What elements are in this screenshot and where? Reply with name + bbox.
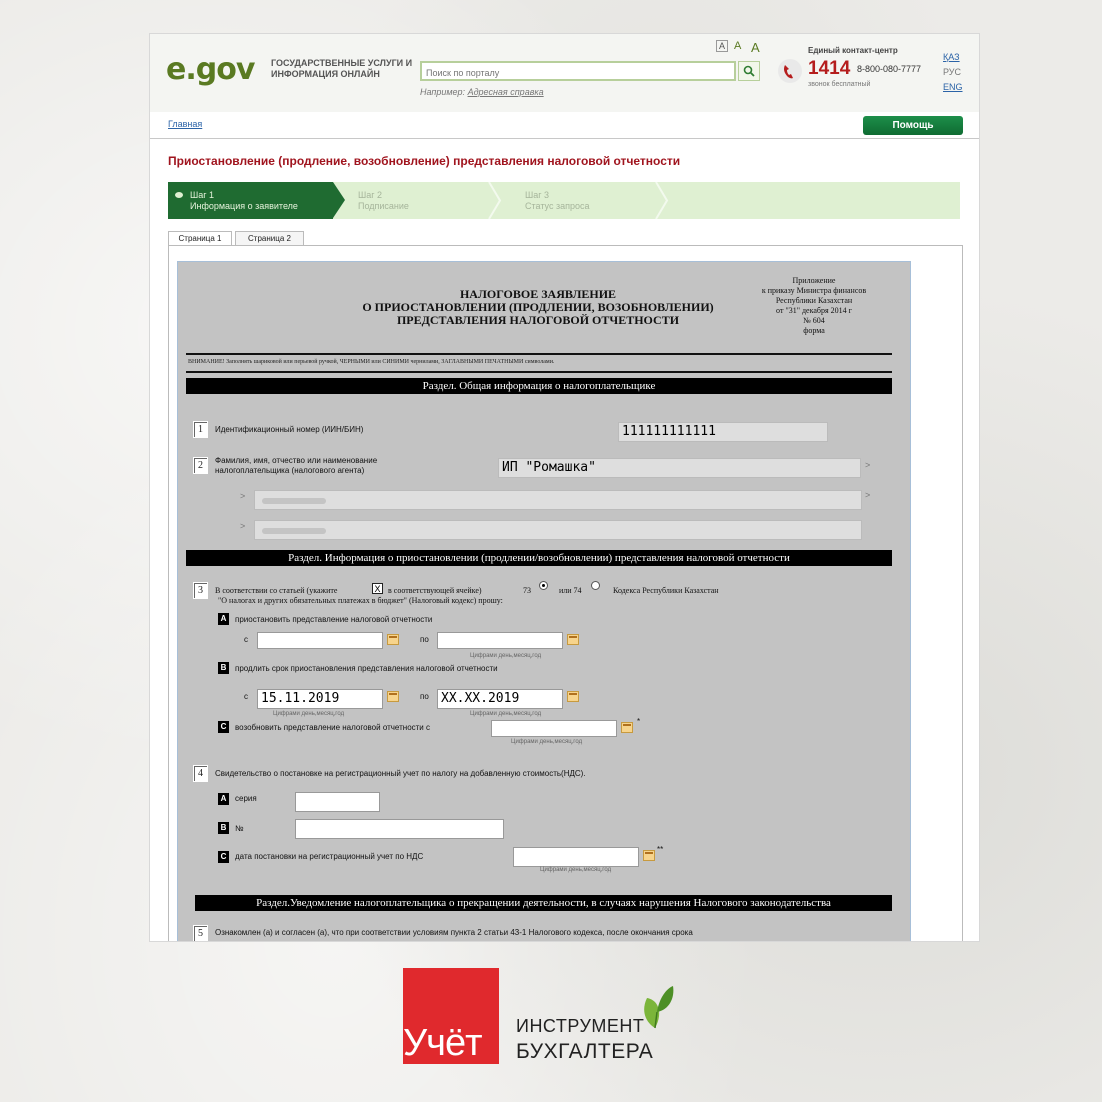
option-c-label: возобновить представление налоговой отчетности с [235,723,430,732]
font-size-small-button[interactable]: A [716,40,728,52]
calendar-icon[interactable] [621,722,633,733]
search-icon [743,65,755,77]
tab-page-2[interactable]: Страница 2 [235,231,304,246]
lang-rus[interactable]: РУС [943,67,962,77]
nav-bar [150,114,979,139]
lang-kaz[interactable]: ҚАЗ [943,52,960,62]
search-input[interactable] [422,65,720,81]
vat-series-field[interactable] [295,792,380,812]
article-text-2: в соответствующей ячейке) [388,586,482,595]
calendar-icon[interactable] [387,634,399,645]
section-general-info: Раздел. Общая информация о налогоплательщике [186,378,892,394]
from-label: с [244,635,248,644]
form-title: НАЛОГОВОЕ ЗАЯВЛЕНИЕ О ПРИОСТАНОВЛЕНИИ (ПРОДЛЕНИИ, ВОЗОБНОВЛЕНИИ) ПРЕДСТАВЛЕНИЯ НАЛОГОВОЙ ОТЧЕТНОСТИ [362,287,714,327]
step-arrow [333,182,345,218]
question-number: 5 [193,925,208,942]
contact-center-number: 1414 [808,58,851,79]
vat-date-field[interactable] [513,847,639,867]
vat-number-label: № [235,824,244,833]
code-label: Кодекса Республики Казахстан [613,586,719,595]
leaf-icon [637,982,675,1032]
required-mark: * [637,717,641,726]
vat-date-label: дата постановки на регистрационный учет по НДС [235,852,424,861]
extend-to-field[interactable]: XX.XX.2019 [437,689,563,709]
step-3[interactable]: Шаг 3 Статус запроса [525,190,590,211]
date-hint: Цифрами день,месяц,год [540,867,612,873]
question-number: 4 [193,765,208,782]
date-hint: Цифрами день,месяц,год [470,711,542,717]
logo-subtitle: ГОСУДАРСТВЕННЫЕ УСЛУГИ И ИНФОРМАЦИЯ ОНЛАЙН [271,58,413,79]
chevron-right-icon: > [240,491,246,501]
site-header [150,34,979,112]
blurred-text [262,498,326,504]
date-hint: Цифрами день,месяц,год [470,653,542,659]
section-suspension-info: Раздел. Информация о приостановлении (продлении/возобновлении) представления налоговой отчетности [186,550,892,566]
search-box [420,61,736,81]
form-warning: ВНИМАНИЕ! Заполнять шариковой или перьевой ручкой, ЧЕРНЫМИ или СИНИМИ чернилами, ЗАГЛАВНЫМИ ПЕЧАТНЫМИ символами. [188,359,555,365]
tab-page-1[interactable]: Страница 1 [168,231,232,247]
chevron-right-icon: > [865,490,871,500]
date-hint: Цифрами день,месяц,год [273,711,345,717]
article-73-label: 73 [523,586,531,595]
resume-from-field[interactable] [491,720,617,737]
example-link[interactable]: Адресная справка [467,87,544,97]
calendar-icon[interactable] [567,691,579,702]
article-text-1: В соответствии со статьей (укажите [215,586,338,595]
date-hint: Цифрами день,месяц,год [511,739,583,745]
question-number: 3 [193,582,208,599]
phone-icon [777,58,803,84]
required-mark: ** [657,845,664,854]
egov-logo[interactable]: e.gov [166,52,255,87]
option-a-letter: A [218,613,229,625]
contact-free-note: звонок бесплатный [808,81,871,88]
help-button[interactable]: Помощь [863,116,963,135]
option-b-label: продлить срок приостановления представления налоговой отчетности [235,664,498,673]
step-divider [488,182,502,219]
from-label: с [244,692,248,701]
calendar-icon[interactable] [387,691,399,702]
to-label: по [420,635,429,644]
form-appendix: Приложение к приказу Министра финансов Республики Казахстан от "31" декабря 2014 г № 604 форма [761,276,867,335]
chevron-right-icon: > [865,460,871,470]
option-a-label: приостановить представление налоговой отчетности [235,615,433,624]
blurred-text [262,528,326,534]
to-label: по [420,692,429,701]
vat-a-letter: A [218,793,229,805]
option-c-letter: C [218,721,229,733]
step-divider [655,182,669,219]
article-73-radio[interactable] [539,581,548,590]
article-74-label: или 74 [559,586,582,595]
question-number: 2 [193,457,208,474]
iin-field[interactable]: 111111111111 [618,422,828,442]
taxpayer-name-label: Фамилия, имя, отчество или наименование налогоплательщика (налогового агента) [215,456,378,475]
tax-form [177,261,911,942]
question-number: 1 [193,421,208,438]
suspend-to-field[interactable] [437,632,563,649]
brand-line-2: БУХГАЛТЕРА [516,1040,654,1063]
form-frame [168,245,963,942]
article-text-3: "О налогах и других обязательных платежах в бюджет" (Налоговый кодекс) прошу: [218,596,503,605]
divider [186,353,892,355]
brand-line-1: ИНСТРУМЕНТ [516,1016,645,1036]
vat-number-field[interactable] [295,819,504,839]
option-b-letter: B [218,662,229,674]
step-1[interactable]: Шаг 1 Информация о заявителе [168,182,333,219]
agreement-label: Ознакомлен (а) и согласен (а), что при соответствии условиям пункта 2 статьи 43-1 Налогового кодекса, после окончания срока [215,928,693,937]
calendar-icon[interactable] [643,850,655,861]
page-title: Приостановление (продление, возобновление) представления налоговой отчетности [168,154,681,168]
step-2[interactable]: Шаг 2 Подписание [358,190,409,211]
extend-from-field[interactable]: 15.11.2019 [257,689,383,709]
vat-series-label: серия [235,794,257,803]
calendar-icon[interactable] [567,634,579,645]
wizard-steps [168,182,960,219]
eye-icon [175,192,183,198]
search-example: Например: Адресная справка [420,87,544,97]
font-size-large-button[interactable]: A [751,40,760,55]
section-termination-notice: Раздел.Уведомление налогоплательщика о прекращении деятельности, в случаях нарушения Налогового законодательства [195,895,892,911]
contact-phone: 8-800-080-7777 [857,64,922,74]
vat-cert-label: Свидетельство о постановке на регистрационный учет по налогу на добавленную стоимость(НДС). [215,769,586,778]
suspend-from-field[interactable] [257,632,383,649]
vat-b-letter: B [218,822,229,834]
font-size-medium-button[interactable]: A [734,40,742,52]
browser-screenshot [149,33,980,942]
taxpayer-name-field-3[interactable] [254,520,862,540]
uchet-logo: Учёт [403,968,499,1064]
breadcrumb-home[interactable]: Главная [168,119,203,129]
taxpayer-name-field[interactable]: ИП "Ромашка" [498,458,861,478]
divider [186,371,892,373]
lang-eng[interactable]: ENG [943,82,963,92]
taxpayer-name-field-2[interactable] [254,490,862,510]
vat-c-letter: C [218,851,229,863]
article-74-radio[interactable] [591,581,600,590]
iin-label: Идентификационный номер (ИИН/БИН) [215,425,364,434]
chevron-right-icon: > [240,521,246,531]
contact-center-label: Единый контакт-центр [808,46,898,55]
article-checkbox[interactable]: X [372,583,383,594]
search-button[interactable] [738,61,760,81]
